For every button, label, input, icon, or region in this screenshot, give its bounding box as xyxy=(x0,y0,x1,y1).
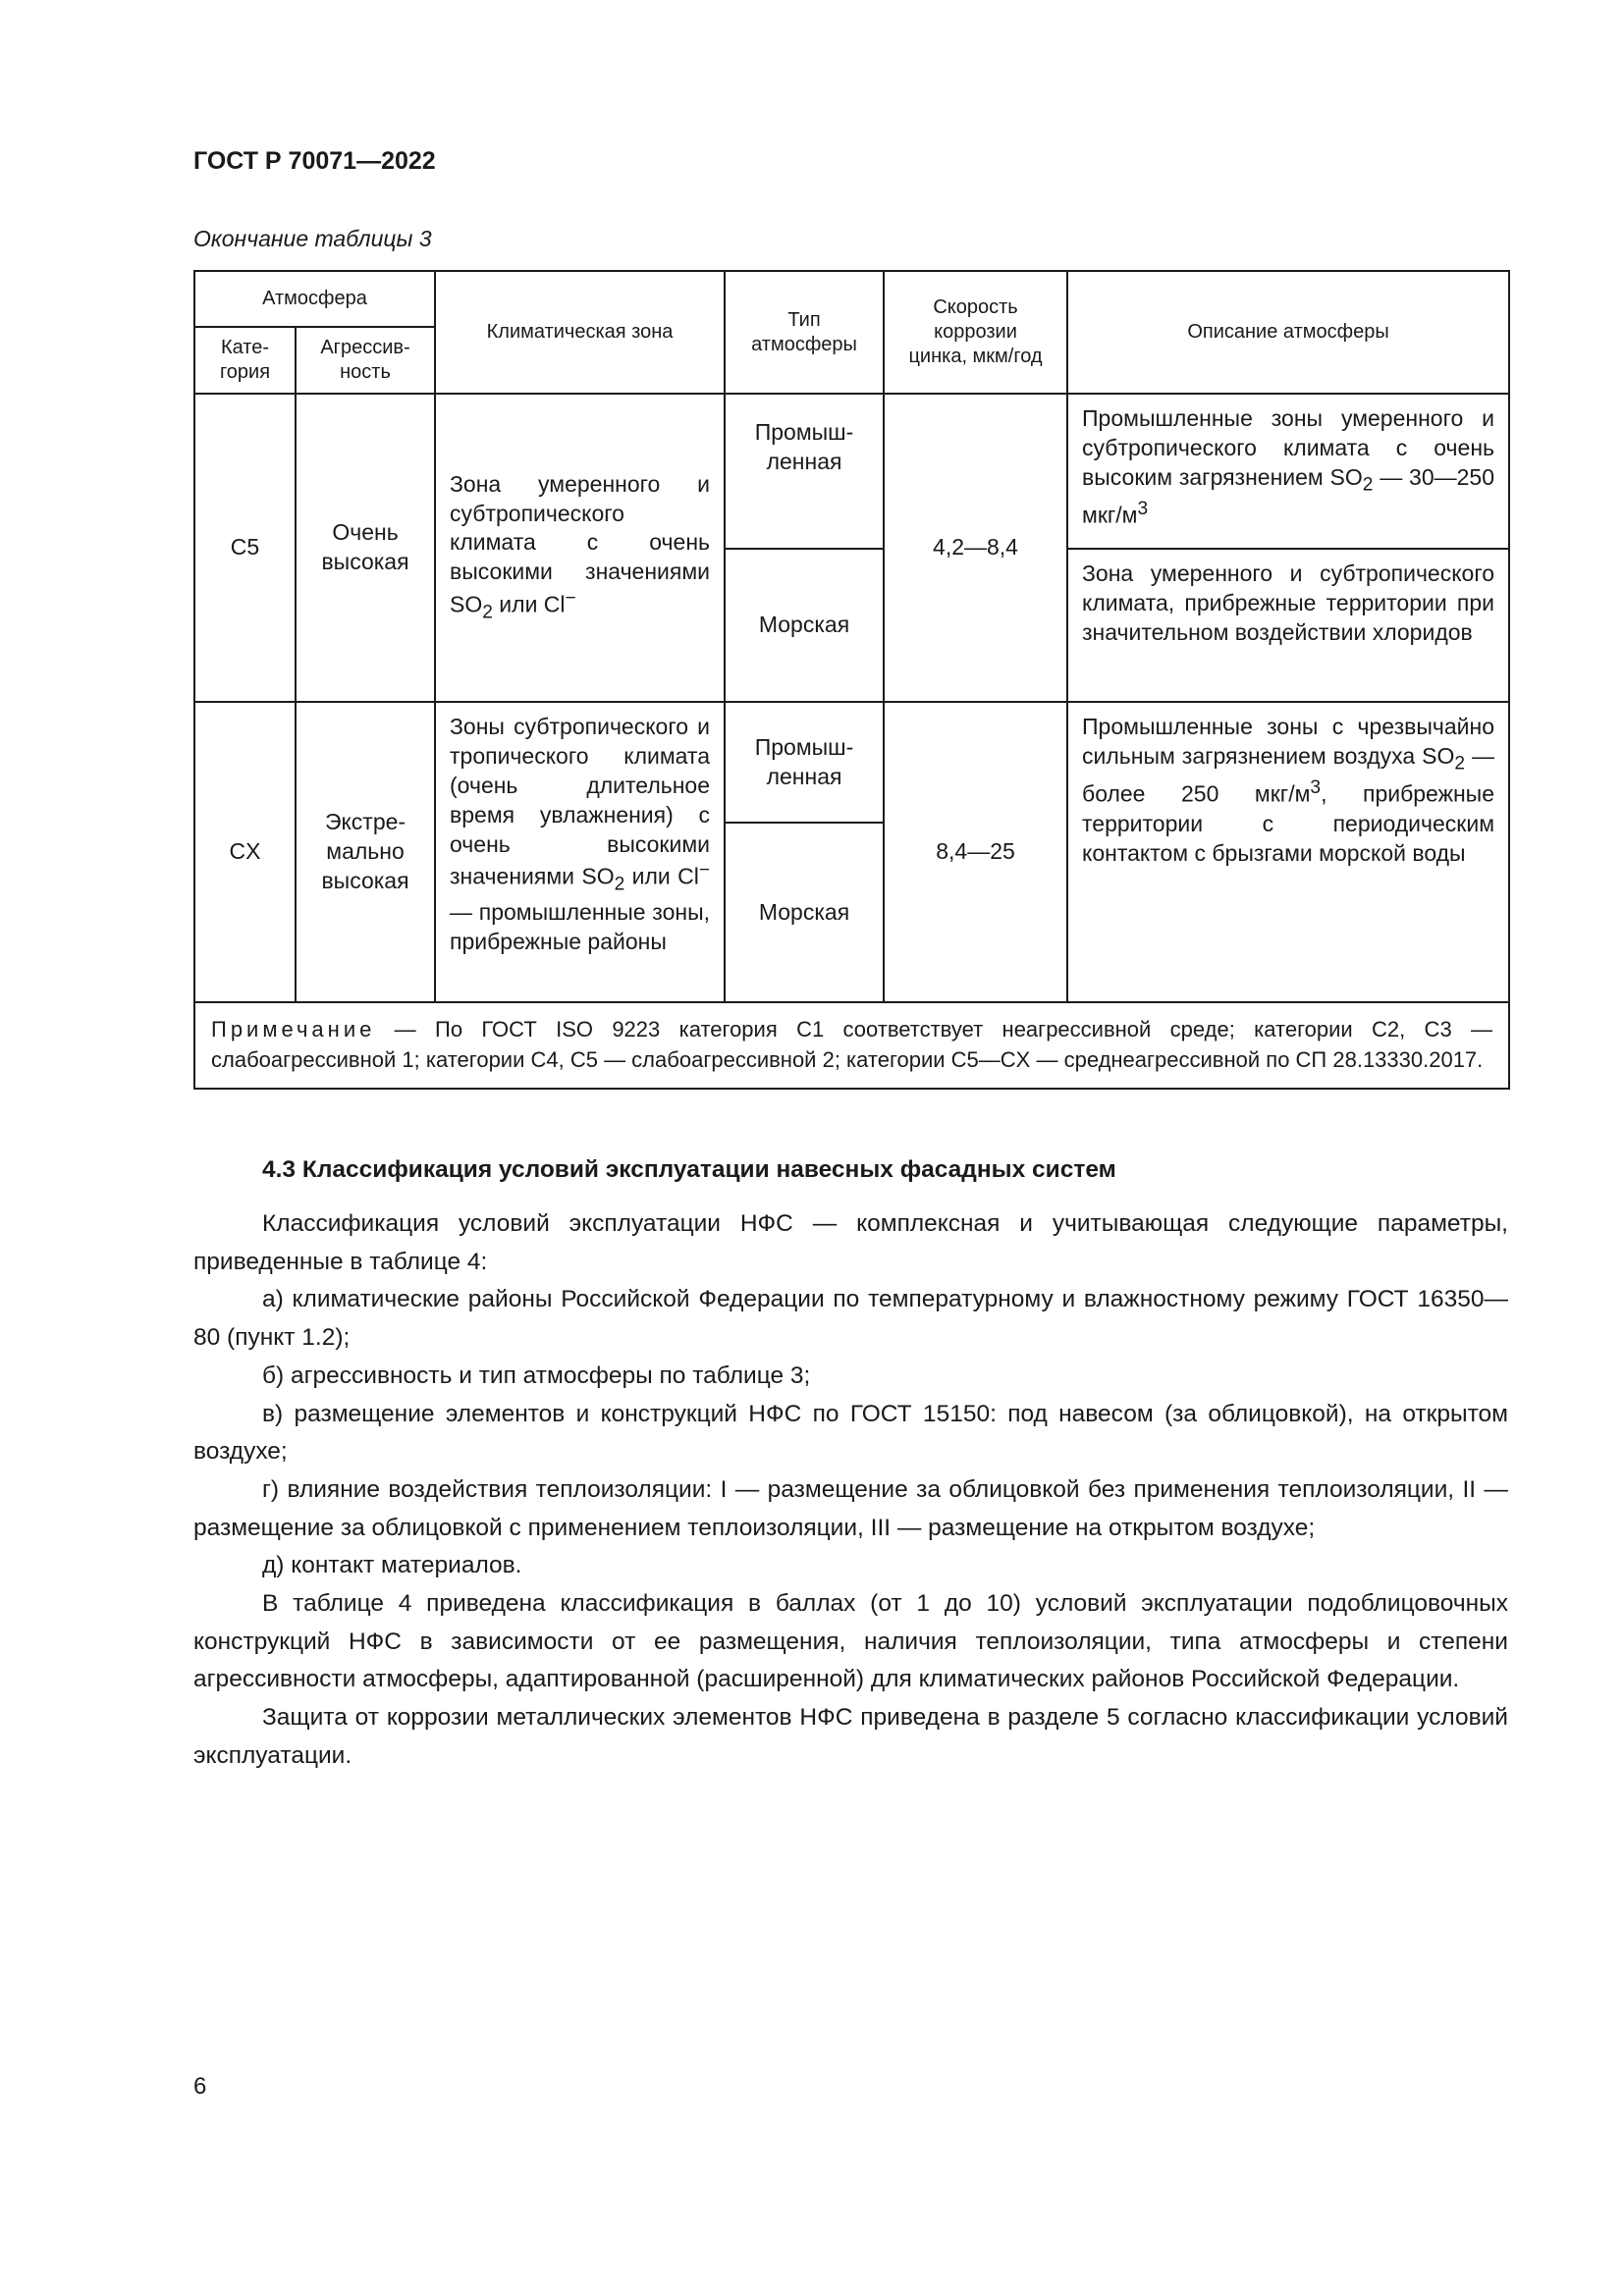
table-header-row xyxy=(194,271,1509,327)
climate-zone-cell: Зоны субтропического и тропического климата (очень длительное время увлажнения) с очень высокими значениями $SO_2$ или Cl− — промышленные зоны, прибрежные районы xyxy=(435,702,725,1002)
table-row xyxy=(194,394,1509,549)
paragraph: д) контакт материалов. xyxy=(262,1552,522,1579)
paragraph: Защита от коррозии металлических элементов НФС приведена в разделе 5 согласно классификации условий эксплуатации. xyxy=(193,1704,1508,1769)
paragraph: Классификация условий эксплуатации НФС — комплексная и учитывающая следующие параметры, приведенные в таблице 4: xyxy=(193,1210,1508,1275)
header-aggressiveness: Агрессив- ность xyxy=(296,327,435,394)
body-text xyxy=(193,1205,1508,1776)
table-caption: Окончание таблицы 3 xyxy=(193,226,432,251)
description-cell: Промышленные зоны с чрезвычайно сильным загрязнением воздуха $SO_2$ — более 250 мкг/$м^3$, прибрежные территории с периодическим контактом с брызгами морской воды xyxy=(1067,702,1509,1002)
atmosphere-type-cell: Морская xyxy=(725,549,884,702)
table-note xyxy=(194,1002,1509,1089)
aggressiveness-cell: Экстре- мально высокая xyxy=(296,702,435,1002)
note-label: Примечание xyxy=(211,1017,376,1041)
aggressiveness-cell: Очень высокая xyxy=(296,394,435,702)
paragraph: г) влияние воздействия теплоизоляции: I — размещение за облицовкой без применения теплоизоляции, II — размещение за облицовкой с применением теплоизоляции, III — размещение на открытом воздухе; xyxy=(193,1475,1508,1541)
paragraph: В таблице 4 приведена классификация в баллах (от 1 до 10) условий эксплуатации подоблицовочных конструкций НФС в зависимости от ее размещения, наличия теплоизоляции, типа атмосферы и степени агрессивности атмосферы, адаптированной (расширенной) для климатических районов Российской Федерации. xyxy=(193,1590,1508,1693)
document-header: ГОСТ Р 70071—2022 xyxy=(193,147,436,175)
atmosphere-table xyxy=(193,270,1510,1090)
header-corrosion-rate: Скорость коррозии цинка, мкм/год xyxy=(884,271,1067,394)
corrosion-rate-cell: 8,4—25 xyxy=(884,702,1067,1002)
category-cell: CX xyxy=(194,702,296,1002)
header-atmosphere: Атмосфера xyxy=(194,271,435,327)
page-number: 6 xyxy=(193,2073,207,2100)
paragraph: в) размещение элементов и конструкций НФС по ГОСТ 15150: под навесом (за облицовкой), на открытом воздухе; xyxy=(193,1400,1508,1466)
category-cell: C5 xyxy=(194,394,296,702)
header-description: Описание атмосферы xyxy=(1067,271,1509,394)
note-text: — По ГОСТ ISO 9223 категория C1 соответствует неагрессивной среде; категории C2, C3 — слабоагрессивной 1; категории C4, C5 — слабоагрессивной 2; категории C5—CX — среднеагрессивной по СП 28.13330.2017. xyxy=(211,1017,1493,1072)
atmosphere-type-cell: Морская xyxy=(725,823,884,1002)
header-climate-zone: Климатическая зона xyxy=(435,271,725,394)
description-cell: Зона умеренного и субтропического климата, прибрежные территории при значительном воздействии хлоридов xyxy=(1067,549,1509,702)
section-title: 4.3 Классификация условий эксплуатации навесных фасадных систем xyxy=(262,1156,1116,1183)
corrosion-rate-cell: 4,2—8,4 xyxy=(884,394,1067,702)
paragraph: а) климатические районы Российской Федерации по температурному и влажностному режиму ГОСТ 16350—80 (пункт 1.2); xyxy=(193,1286,1508,1352)
paragraph: б) агрессивность и тип атмосферы по таблице 3; xyxy=(262,1362,811,1389)
atmosphere-type-cell: Промыш- ленная xyxy=(725,394,884,549)
atmosphere-type-cell: Промыш- ленная xyxy=(725,702,884,823)
description-cell: Промышленные зоны умеренного и субтропического климата с очень высоким загрязнением $SO_2$ — 30—250 мкг/$м^3$ xyxy=(1067,394,1509,549)
header-atmosphere-type: Тип атмосферы xyxy=(725,271,884,394)
table-note-row xyxy=(194,1002,1509,1089)
header-category: Кате- гория xyxy=(194,327,296,394)
table-row xyxy=(194,702,1509,823)
climate-zone-cell: Зона умеренного и субтропического климата с очень высокими значениями $SO_2$ или Cl− xyxy=(435,394,725,702)
